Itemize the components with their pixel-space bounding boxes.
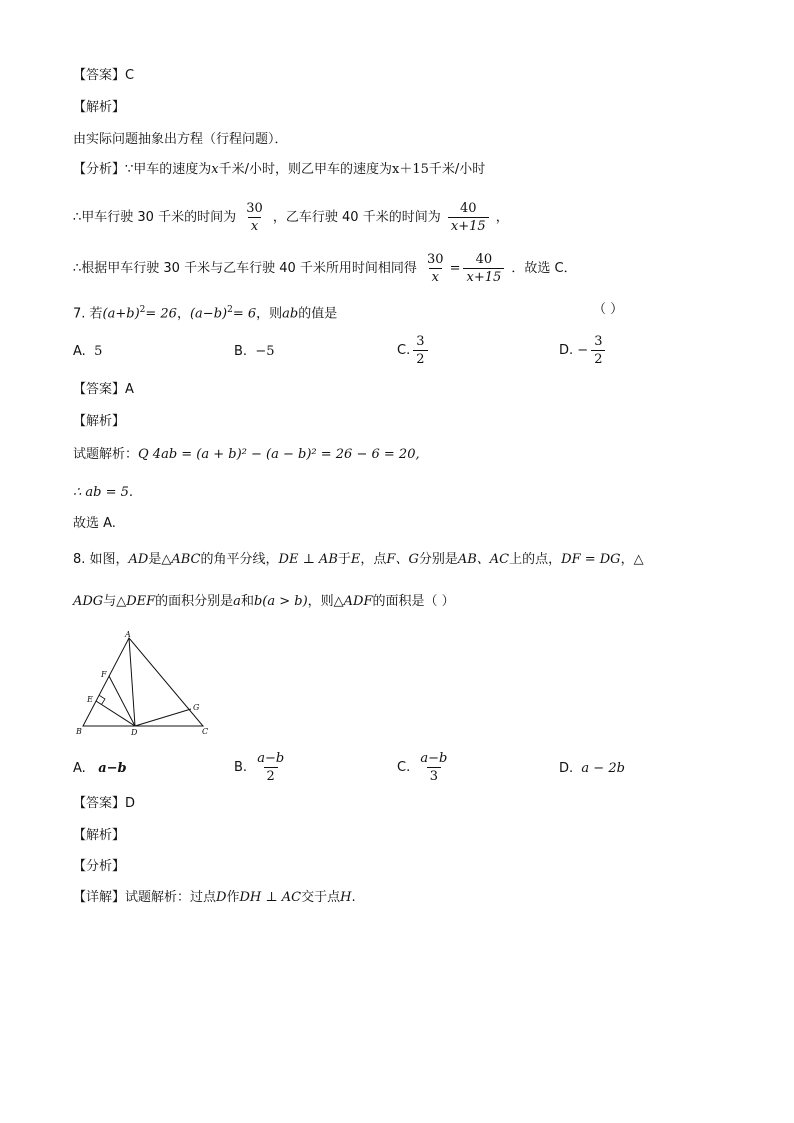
stem-text: ，则 <box>307 594 334 609</box>
denominator: x <box>248 217 261 235</box>
var-x: x <box>211 162 219 177</box>
triangle: △ABC <box>161 552 201 567</box>
fraction-3-over-2 <box>591 333 605 368</box>
equation-text: ∴根据甲车行驶 30 千米与乙车行驶 40 千米所用时间相同得 <box>73 261 417 276</box>
stem-text: 分别是 <box>418 552 458 567</box>
equals-sign: = <box>449 261 461 276</box>
equation: DF = DG <box>561 552 621 567</box>
label-e: E <box>87 695 93 704</box>
stem-text: 的面积是（ ） <box>372 594 455 609</box>
expr: (a+b) <box>102 306 140 322</box>
numerator: 30 <box>246 201 263 216</box>
q8-option-a <box>73 760 127 778</box>
time-text: ，乙车行驶 40 千米的时间为 <box>272 210 441 225</box>
option-label: D. <box>559 343 574 358</box>
triangle: ADG <box>73 594 104 609</box>
segments: AB、AC <box>457 552 510 567</box>
q8-option-d <box>559 760 625 778</box>
value: = 6 <box>232 306 257 322</box>
stem-text: 8. 如图， <box>73 552 129 567</box>
q8-stem-line-1 <box>73 551 644 569</box>
time-text: ∴甲车行驶 30 千米的时间为 <box>73 210 237 225</box>
answer-value: D <box>125 796 136 811</box>
solution-prefix: 试题解析： <box>73 447 139 462</box>
triangle-abc <box>83 638 203 726</box>
segment-ad <box>129 638 135 726</box>
q7-solution-line-2 <box>73 484 133 502</box>
expr: (a−b) <box>189 306 228 322</box>
numerator: a−b <box>257 751 285 766</box>
label-f: F <box>101 670 107 679</box>
stem-text: 和 <box>240 594 254 609</box>
fenxi-text: ∵甲车的速度为 <box>125 162 212 177</box>
q6-time-line <box>73 200 509 236</box>
var-b: b <box>253 594 263 609</box>
points: F、G <box>386 552 419 567</box>
option-value: a−b <box>98 761 127 776</box>
numerator: 3 <box>416 334 425 349</box>
label-b: B <box>76 727 82 736</box>
answer-bracket: （ ） <box>593 302 624 317</box>
stem-text: 于 <box>337 552 351 567</box>
stem-text: 与 <box>103 594 117 609</box>
detail-label: 【详解】 <box>73 890 126 905</box>
detail-text: 作 <box>226 890 240 905</box>
detail-text: 交于点 <box>301 890 341 905</box>
q7-option-d <box>559 333 608 369</box>
denominator: 3 <box>427 767 441 785</box>
point: H <box>340 890 352 905</box>
denominator: 2 <box>264 767 278 785</box>
segment: AD <box>128 552 149 567</box>
right-angle-mark <box>100 696 106 705</box>
option-label: B. <box>234 344 248 359</box>
q6-equation-line <box>73 251 577 287</box>
q8-fenxi-label: 【分析】 <box>73 859 126 874</box>
label-c: C <box>202 727 209 736</box>
fraction-40-over-x15 <box>463 251 504 286</box>
q6-answer-line <box>73 67 134 85</box>
fraction-40-over-x15 <box>448 200 489 235</box>
option-label: D. <box>559 761 574 776</box>
segment-df <box>109 676 135 726</box>
q8-answer-line <box>73 795 135 813</box>
q6-analysis-label: 【解析】 <box>73 100 126 115</box>
option-value: a − 2b <box>581 761 625 776</box>
point: D <box>216 890 227 905</box>
fenxi-text: 千米/小时 <box>428 162 486 177</box>
stem-text: 是 <box>148 552 162 567</box>
option-label: C. <box>397 343 411 358</box>
q8-detail-line <box>73 889 356 907</box>
detail-text: 试题解析：过点 <box>125 890 217 905</box>
option-label: A. <box>73 344 86 359</box>
time-text: ， <box>495 210 509 225</box>
condition: (a > b) <box>262 594 308 609</box>
fraction-3-over-2 <box>413 333 427 368</box>
triangle: △DEF <box>116 594 156 609</box>
answer-label: 【答案】 <box>73 68 126 83</box>
label-d: D <box>131 728 138 737</box>
numerator: a−b <box>420 751 448 766</box>
option-label: C. <box>397 760 411 775</box>
var-ab: ab <box>282 306 299 322</box>
fraction-a-minus-b-over-2 <box>254 750 287 785</box>
stem-text: ，点 <box>360 552 387 567</box>
numerator: 40 <box>459 201 477 216</box>
perpendicular: DH ⊥ AC <box>239 890 302 905</box>
q7-stem <box>73 301 337 323</box>
answer-label: 【答案】 <box>73 796 126 811</box>
denominator: x+15 <box>463 268 504 286</box>
option-value: 5 <box>94 344 103 359</box>
fraction-a-minus-b-over-3 <box>417 750 450 785</box>
fenxi-text: 千米/小时，则乙甲车的速度为 <box>218 162 393 177</box>
separator: ， <box>176 306 190 322</box>
numerator: 3 <box>594 334 603 349</box>
q8-option-b <box>234 750 290 786</box>
stem-text: ，则 <box>256 306 283 322</box>
exponent: 2 <box>139 305 146 315</box>
stem-text: 上的点， <box>509 552 562 567</box>
stem-text: 的角平分线， <box>200 552 279 567</box>
denominator: 2 <box>591 350 605 368</box>
denominator: x <box>429 268 442 286</box>
denominator: 2 <box>413 350 427 368</box>
q8-option-c <box>397 750 453 786</box>
point: E <box>350 552 361 567</box>
fraction-30-over-x <box>424 251 447 286</box>
q7-option-c <box>397 333 431 369</box>
answer-value: C <box>125 68 135 83</box>
triangle: △ADF <box>333 594 373 609</box>
answer-value: A <box>125 382 134 397</box>
var-a: a <box>233 594 241 609</box>
q6-fenxi-line <box>73 161 485 179</box>
segment-de <box>96 701 135 726</box>
q7-analysis-label: 【解析】 <box>73 414 126 429</box>
solution-math: Q 4ab = (a + b)² − (a − b)² = 26 − 6 = 20, <box>138 447 420 462</box>
perpendicular: DE ⊥ AB <box>278 552 338 567</box>
option-label: B. <box>234 760 248 775</box>
triangle-figure <box>73 628 218 740</box>
numerator: 40 <box>475 252 493 267</box>
detail-text: . <box>351 890 356 905</box>
option-label: A. <box>73 761 86 776</box>
label-g: G <box>193 703 200 712</box>
stem-text: ，△ <box>620 552 644 567</box>
solution-math: ∴ ab = 5. <box>73 485 134 500</box>
q7-option-a <box>73 343 102 361</box>
fenxi-label: 【分析】 <box>73 162 126 177</box>
numerator: 30 <box>427 252 444 267</box>
q6-intro: 由实际问题抽象出方程（行程问题）． <box>73 132 288 147</box>
equation-text: ．故选 C． <box>511 261 577 276</box>
option-value: −5 <box>255 344 275 359</box>
answer-label: 【答案】 <box>73 382 126 397</box>
stem-text: 的值是 <box>298 306 338 322</box>
denominator: x+15 <box>448 217 489 235</box>
q7-solution-line-3: 故选 A. <box>73 516 116 531</box>
label-a: A <box>125 630 131 639</box>
q7-answer-line <box>73 381 134 399</box>
question-number: 7. 若 <box>73 306 103 322</box>
q7-option-b <box>234 343 275 361</box>
speed-expr: x＋15 <box>392 162 429 177</box>
value: = 26 <box>145 306 177 322</box>
q8-analysis-label: 【解析】 <box>73 828 126 843</box>
minus-sign: − <box>577 343 589 358</box>
segment-dg <box>135 709 191 726</box>
q8-stem-line-2 <box>73 593 455 611</box>
exponent: 2 <box>227 305 233 315</box>
stem-text: 的面积分别是 <box>155 594 234 609</box>
q7-solution-line-1 <box>73 446 420 464</box>
fraction-30-over-x <box>243 200 266 235</box>
